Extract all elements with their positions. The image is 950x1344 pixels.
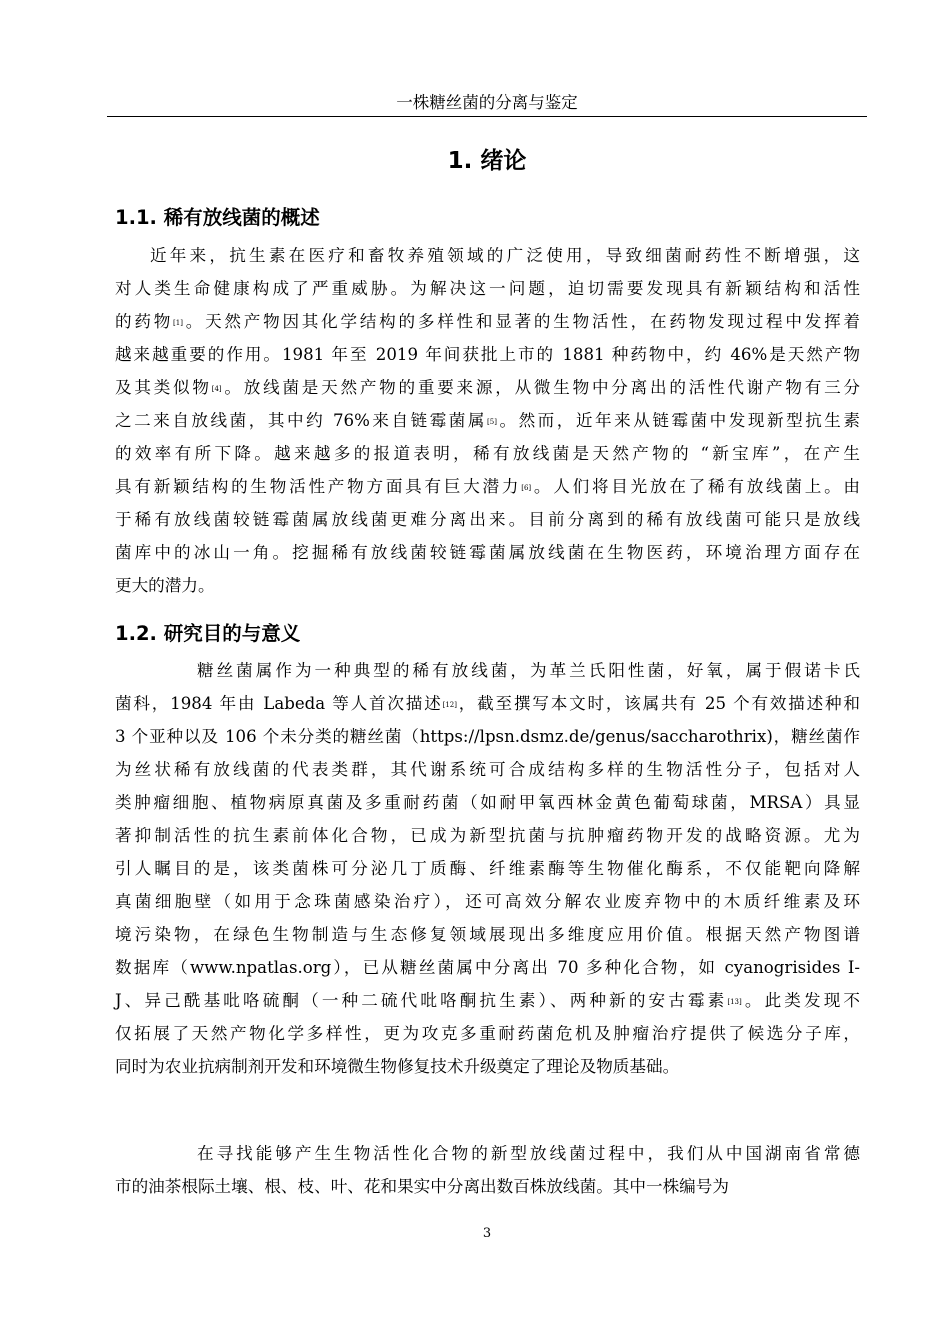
- section-1-1-paragraph: [115, 239, 860, 602]
- text-line: [115, 371, 860, 404]
- text-line: [115, 503, 860, 536]
- chapter-title: 1. 绪论: [447, 148, 527, 174]
- text-line: [115, 437, 860, 470]
- text-span: 糖丝菌属作为一种典型的稀有放线菌，为革兰氏阳性菌，好氧，属于假诺卡氏: [197, 661, 860, 680]
- section-1-2-paragraph-1: [115, 654, 860, 1083]
- section-1-2-paragraph-2: [115, 1137, 860, 1203]
- page-number: 3: [482, 1226, 492, 1241]
- text-line: [115, 1050, 860, 1083]
- text-line: [115, 536, 860, 569]
- text-line: [115, 1017, 860, 1050]
- text-span: 在寻找能够产生生物活性化合物的新型放线菌过程中，我们从中国湖南省常德: [197, 1144, 860, 1163]
- text-span: 的药物: [115, 312, 174, 331]
- text-line: [115, 338, 860, 371]
- header-rule: [107, 116, 867, 117]
- text-span: 之二来自放线菌，其中约 76%来自链霉菌属: [115, 411, 488, 430]
- text-line: [115, 470, 860, 503]
- text-line: [115, 819, 860, 852]
- section-heading-1-2: 1.2. 研究目的与意义: [115, 622, 301, 645]
- citation-ref: [5]: [487, 418, 497, 426]
- text-line: [115, 687, 860, 720]
- text-span: 近年来，抗生素在医疗和畜牧养殖领域的广泛使用，导致细菌耐药性不断增强，这: [150, 246, 860, 265]
- text-span: 。天然产物因其化学结构的多样性和显著的生物活性，在药物发现过程中发挥着: [182, 312, 861, 331]
- text-span: 越来越重要的作用。1981 年至 2019 年间获批上市的 1881 种药物中，约 46%是天然产物: [115, 345, 860, 364]
- text-line: [115, 951, 860, 984]
- running-header: 一株糖丝菌的分离与鉴定: [396, 93, 578, 112]
- text-span: 为丝状稀有放线菌的代表类群，其代谢系统可合成结构多样的生物活性分子，包括对人: [115, 760, 860, 779]
- text-span: 的效率有所下降。越来越多的报道表明，稀有放线菌是天然产物的 “新宝库”，在产生: [115, 444, 860, 463]
- text-span: 市的油茶根际土壤、根、枝、叶、花和果实中分离出数百株放线菌。其中一株编号为: [115, 1177, 729, 1196]
- section-heading-1-1: 1.1. 稀有放线菌的概述: [115, 206, 320, 229]
- citation-ref: [4]: [211, 385, 222, 393]
- citation-ref: [13]: [727, 998, 742, 1006]
- text-span: 真菌细胞壁（如用于念珠菌感染治疗），还可高效分解农业废弃物中的木质纤维素及环: [115, 892, 860, 911]
- text-span: 同时为农业抗病制剂开发和环境微生物修复技术升级奠定了理论及物质基础。: [115, 1057, 680, 1076]
- text-span: 。然而，近年来从链霉菌中发现新型抗生素: [496, 411, 861, 430]
- text-line: [115, 918, 860, 951]
- text-span: ，截至撰写本文时，该属共有 25 个有效描述种和: [456, 694, 860, 713]
- text-line: [115, 272, 860, 305]
- text-line: [115, 404, 860, 437]
- citation-ref: [1]: [173, 319, 183, 327]
- text-span: 。人们将目光放在了稀有放线菌上。由: [531, 477, 861, 496]
- text-line: [115, 852, 860, 885]
- text-line: [115, 984, 860, 1017]
- text-span: 菌科，1984 年由 Labeda 等人首次描述: [115, 694, 443, 713]
- text-line: [115, 720, 860, 753]
- text-line: [115, 569, 860, 602]
- text-span: 于稀有放线菌较链霉菌属放线菌更难分离出来。目前分离到的稀有放线菌可能只是放线: [115, 510, 860, 529]
- text-line: [115, 753, 860, 786]
- text-span: 著抑制活性的抗生素前体化合物，已成为新型抗菌与抗肿瘤药物开发的战略资源。尤为: [115, 826, 860, 845]
- citation-ref: [6]: [521, 484, 532, 492]
- text-span: 数据库（www.npatlas.org），已从糖丝菌属中分离出 70 多种化合物，如 cyanogrisides I-: [115, 958, 860, 977]
- text-span: 。放线菌是天然产物的重要来源，从微生物中分离出的活性代谢产物有三分: [221, 378, 861, 397]
- text-line: [115, 1137, 860, 1170]
- text-span: 境污染物，在绿色生物制造与生态修复领域展现出多维度应用价值。根据天然产物图谱: [115, 925, 860, 944]
- text-span: 引人瞩目的是，该类菌株可分泌几丁质酶、纤维素酶等生物催化酶系，不仅能靶向降解: [115, 859, 860, 878]
- text-span: 类肿瘤细胞、植物病原真菌及多重耐药菌（如耐甲氧西林金黄色葡萄球菌，MRSA）具显: [115, 793, 860, 812]
- text-span: 仅拓展了天然产物化学多样性，更为攻克多重耐药菌危机及肿瘤治疗提供了候选分子库，: [115, 1024, 860, 1043]
- text-span: 对人类生命健康构成了严重威胁。为解决这一问题，迫切需要发现具有新颖结构和活性: [115, 279, 860, 298]
- text-span: 具有新颖结构的生物活性产物方面具有巨大潜力: [115, 477, 522, 496]
- text-span: 菌库中的冰山一角。挖掘稀有放线菌较链霉菌属放线菌在生物医药，环境治理方面存在: [115, 543, 860, 562]
- citation-ref: [12]: [442, 701, 457, 709]
- text-line: [115, 239, 860, 272]
- text-span: 。此类发现不: [741, 991, 860, 1010]
- text-span: 及其类似物: [115, 378, 212, 397]
- text-line: [115, 1170, 860, 1203]
- text-line: [115, 654, 860, 687]
- text-span: J、异己酰基吡咯硫酮（一种二硫代吡咯酮抗生素）、两种新的安古霉素: [115, 991, 728, 1010]
- text-line: [115, 885, 860, 918]
- text-line: [115, 305, 860, 338]
- text-line: [115, 786, 860, 819]
- text-span: 3 个亚种以及 106 个未分类的糖丝菌（https://lpsn.dsmz.de/genus/saccharothrix)，糖丝菌作: [115, 727, 860, 746]
- text-span: 更大的潜力。: [115, 576, 215, 595]
